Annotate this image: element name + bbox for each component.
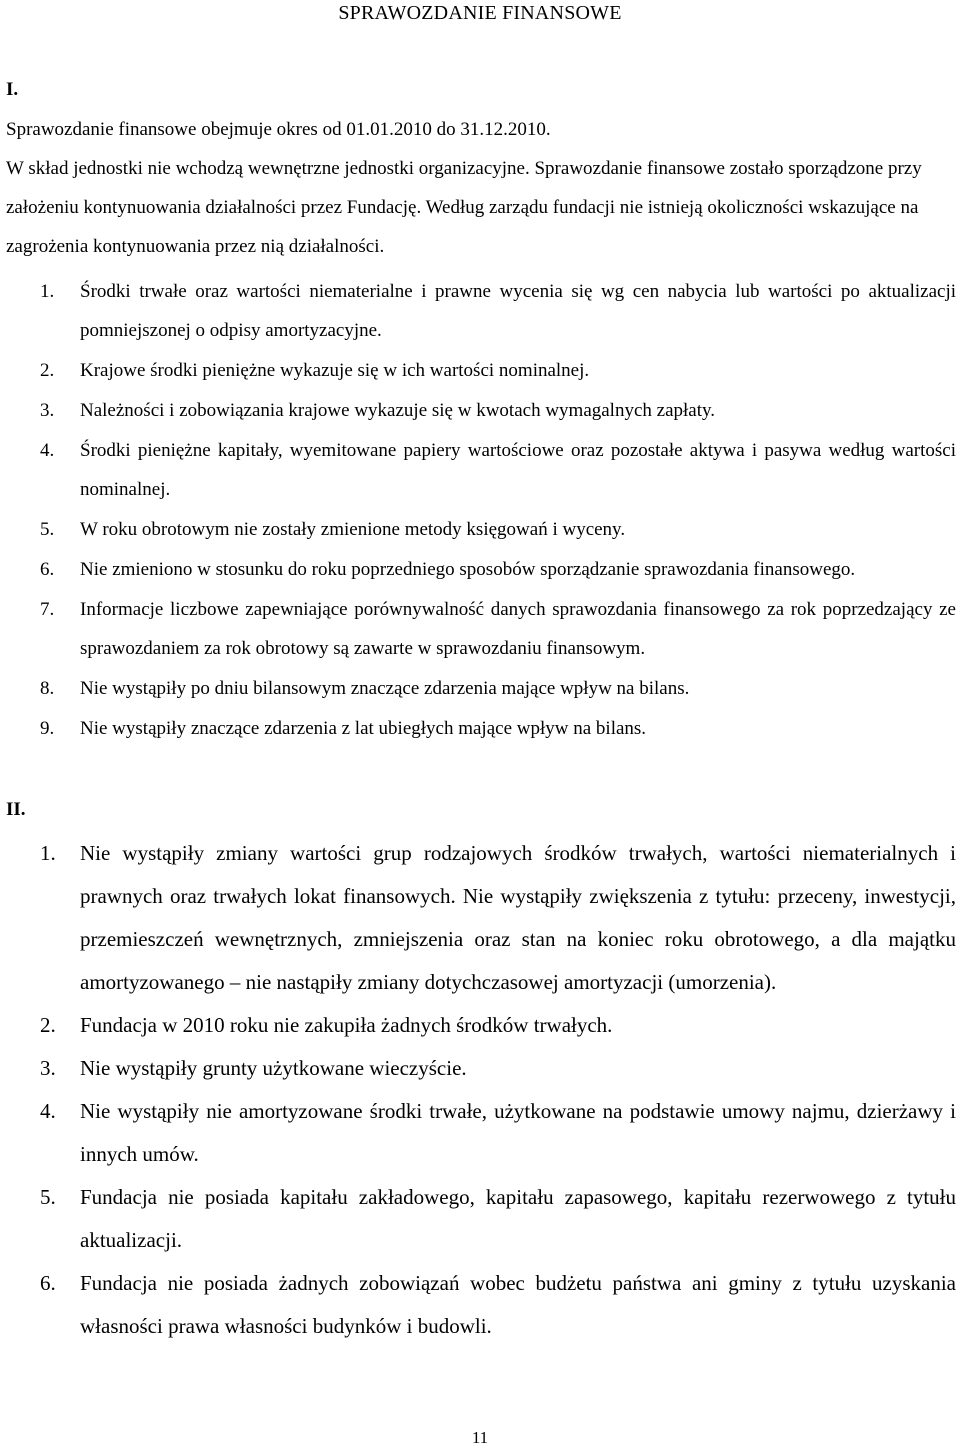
list-item — [0, 669, 956, 708]
item-text: Nie wystąpiły grunty użytkowane wieczyście. — [80, 1056, 467, 1080]
item-number: 9. — [40, 718, 55, 739]
list-item — [0, 590, 956, 668]
list-item — [0, 1047, 956, 1090]
list-item — [0, 272, 956, 350]
item-text: Fundacja nie posiada żadnych zobowiązań wobec budżetu państwa ani gminy z tytułu uzyskania własności prawa własności budynków i budowli. — [80, 1271, 956, 1338]
item-text: Środki pieniężne kapitały, wyemitowane papiery wartościowe oraz pozostałe aktywa i pasywa według wartości nominalnej. — [80, 440, 956, 500]
list-item — [0, 709, 956, 748]
list-item — [0, 1176, 956, 1262]
item-text: Należności i zobowiązania krajowe wykazuje się w kwotach wymagalnych zapłaty. — [80, 400, 716, 421]
list-item — [0, 391, 956, 430]
section-1-intro — [6, 110, 956, 266]
item-number: 5. — [40, 519, 55, 540]
list-item — [0, 832, 956, 1004]
section-2-list — [0, 832, 956, 1348]
list-item — [0, 510, 956, 549]
item-number: 2. — [40, 360, 55, 381]
list-item — [0, 1262, 956, 1348]
item-number: 6. — [40, 559, 55, 580]
item-text: Informacje liczbowe zapewniające porównywalność danych sprawozdania finansowego za rok poprzedzający ze sprawozdaniem za rok obrotowy są zawarte w sprawozdaniu finansowym. — [80, 599, 956, 659]
item-number: 6. — [40, 1271, 56, 1295]
item-text: Środki trwałe oraz wartości niematerialne i prawne wycenia się wg cen nabycia lub wartości po aktualizacji pomniejszonej o odpisy amortyzacyjne. — [80, 281, 956, 341]
section-1-heading: I. — [6, 79, 19, 100]
item-number: 1. — [40, 841, 56, 865]
document-title: SPRAWOZDANIE FINANSOWE — [338, 2, 622, 24]
item-number: 1. — [40, 281, 55, 302]
item-number: 2. — [40, 1013, 56, 1037]
item-number: 3. — [40, 1056, 56, 1080]
item-number: 5. — [40, 1185, 56, 1209]
list-item — [0, 431, 956, 509]
intro-period: Sprawozdanie finansowe obejmuje okres od 01.01.2010 do 31.12.2010. — [6, 119, 551, 140]
item-text: Nie wystąpiły zmiany wartości grup rodzajowych środków trwałych, wartości niematerialnych i prawnych oraz trwałych lokat finansowych. Nie wystąpiły zwiększenia z tytułu: przeceny, inwestycji, przemieszczeń wewnętrznych, zmniejszenia oraz stan na koniec roku obrotowego, a dla majątku amortyzowanego – nie nastąpiły zmiany dotychczasowej amortyzacji (umorzenia). — [80, 841, 956, 994]
list-item — [0, 1090, 956, 1176]
list-item — [0, 1004, 956, 1047]
section-2-heading: II. — [6, 799, 26, 820]
section-1-list — [0, 272, 956, 749]
item-text: Fundacja nie posiada kapitału zakładowego, kapitału zapasowego, kapitału rezerwowego z tytułu aktualizacji. — [80, 1185, 956, 1252]
item-text: Nie wystąpiły znaczące zdarzenia z lat ubiegłych mające wpływ na bilans. — [80, 718, 647, 739]
item-number: 3. — [40, 400, 55, 421]
list-item — [0, 351, 956, 390]
list-item — [0, 550, 956, 589]
item-text: W roku obrotowym nie zostały zmienione metody księgowań i wyceny. — [80, 519, 626, 540]
item-text: Nie wystąpiły nie amortyzowane środki trwałe, użytkowane na podstawie umowy najmu, dzierżawy i innych umów. — [80, 1099, 956, 1166]
item-number: 4. — [40, 440, 55, 461]
item-number: 8. — [40, 678, 55, 699]
page-number: 11 — [471, 1428, 489, 1447]
item-text: Nie wystąpiły po dniu bilansowym znaczące zdarzenia mające wpływ na bilans. — [80, 678, 690, 699]
item-text: Nie zmieniono w stosunku do roku poprzedniego sposobów sporządzanie sprawozdania finansowego. — [80, 559, 856, 580]
item-number: 7. — [40, 599, 55, 620]
item-number: 4. — [40, 1099, 56, 1123]
item-text: Krajowe środki pieniężne wykazuje się w ich wartości nominalnej. — [80, 360, 590, 381]
item-text: Fundacja w 2010 roku nie zakupiła żadnych środków trwałych. — [80, 1013, 613, 1037]
intro-paragraph: W skład jednostki nie wchodzą wewnętrzne jednostki organizacyjne. Sprawozdanie finansowe zostało sporządzone przy założeniu kontynuowania działalności przez Fundację. Według zarządu fundacji nie istnieją okoliczności wskazujące na zagrożenia kontynuowania przez nią działalności. — [6, 158, 922, 257]
